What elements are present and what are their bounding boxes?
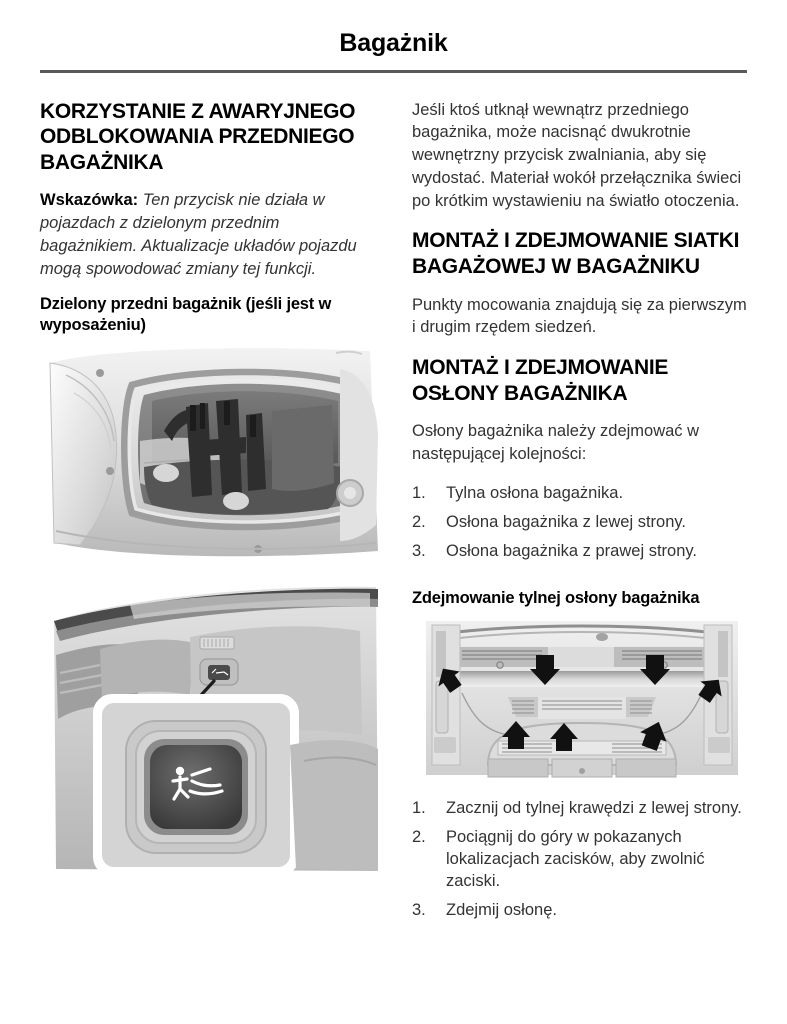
list-item <box>412 540 752 562</box>
subheading-split-front-trunk: Dzielony przedni bagażnik (jeśli jest w wyposażeniu) <box>40 295 332 334</box>
two-column-body <box>40 99 747 936</box>
magnified-callout <box>96 697 296 873</box>
page-header <box>40 0 747 73</box>
list-number: 2. <box>412 827 426 846</box>
list-text: Zacznij od tylnej krawędzi z lewej strony. <box>446 798 742 817</box>
list-number: 3. <box>412 901 426 920</box>
paragraph-cargo-cover: Osłony bagażnika należy zdejmować w następującej kolejności: <box>412 422 700 464</box>
list-cover-removal-order <box>412 482 752 562</box>
list-item <box>412 826 752 892</box>
list-text: Osłona bagażnika z lewej strony. <box>446 512 686 531</box>
list-text: Zdejmij osłonę. <box>446 901 557 920</box>
page-title: Bagażnik <box>339 29 448 57</box>
right-column <box>412 99 752 936</box>
heading-cargo-cover: MONTAŻ I ZDEJMOWANIE OSŁONY BAGAŻNIKA <box>412 356 669 405</box>
rear-cover-illustration <box>412 619 752 779</box>
note-label: Wskazówka: <box>40 191 139 210</box>
heading-cargo-net: MONTAŻ I ZDEJMOWANIE SIATKI BAGAŻOWEJ W BAGAŻNIKU <box>412 229 740 278</box>
spacer <box>412 576 752 588</box>
emergency-release-button-photo <box>40 585 380 885</box>
left-column <box>40 99 380 936</box>
list-number: 2. <box>412 512 426 531</box>
paragraph-cargo-net: Punkty mocowania znajdują się za pierwszym i drugim rzędem siedzeń. <box>412 295 747 337</box>
list-number: 1. <box>412 798 426 817</box>
heading-emergency-release: KORZYSTANIE Z AWARYJNEGO ODBLOKOWANIA PRZEDNIEGO BAGAŻNIKA <box>40 99 356 174</box>
note-body: Ten przycisk nie działa w pojazdach z dzielonym przednim bagażnikiem. Aktualizacje układów pojazdu mogą spowodować zmiany tej funkcji. <box>40 191 357 278</box>
list-text: Pociągnij do góry w pokazanych lokalizacjach zacisków, aby zwolnić zaciski. <box>446 827 705 890</box>
front-trunk-illustration <box>40 345 380 567</box>
header-divider <box>40 70 747 73</box>
list-item <box>412 511 752 533</box>
paragraph-emergency-release-intro: Jeśli ktoś utknął wewnątrz przedniego bagażnika, może nacisnąć dwukrotnie wewnętrzny przycisk zwalniania, aby się wydostać. Materiał wokół przełącznika świeci po krótkim wystawieniu na światło otoczenia. <box>412 100 742 210</box>
front-trunk-open-photo <box>40 345 380 567</box>
list-number: 1. <box>412 483 426 502</box>
list-rear-cover-steps <box>412 797 752 922</box>
list-text: Tylna osłona bagażnika. <box>446 483 624 502</box>
emergency-release-illustration <box>40 585 380 885</box>
note-paragraph <box>40 189 380 280</box>
list-number: 3. <box>412 542 426 561</box>
list-item <box>412 797 752 819</box>
list-item <box>412 899 752 921</box>
rear-cargo-cover-clip-diagram <box>412 619 752 779</box>
subheading-rear-cover-removal: Zdejmowanie tylnej osłony bagażnika <box>412 589 700 608</box>
list-item <box>412 482 752 504</box>
list-text: Osłona bagażnika z prawej strony. <box>446 542 697 561</box>
